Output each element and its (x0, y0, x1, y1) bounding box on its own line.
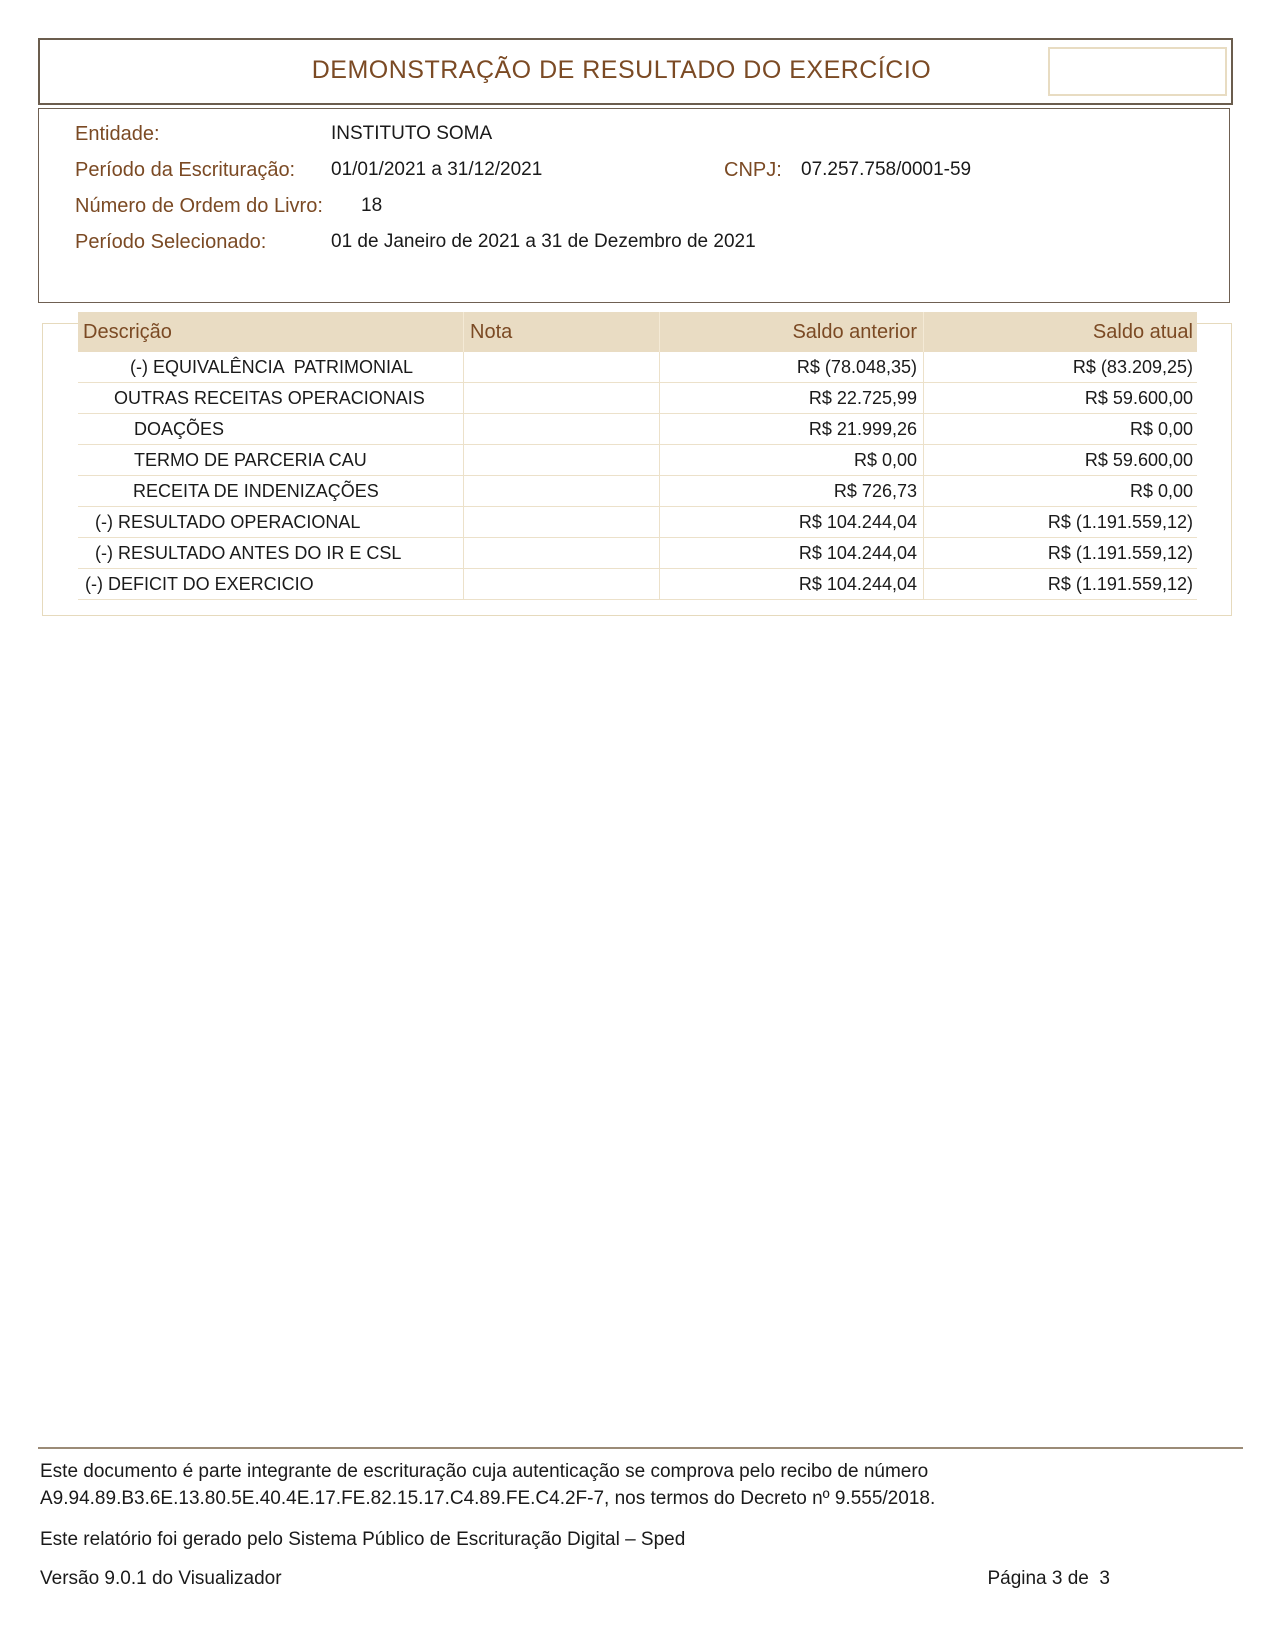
table-header-row (78, 312, 1197, 352)
footer-generated-by: Este relatório foi gerado pelo Sistema Público de Escrituração Digital – Sped (40, 1529, 686, 1550)
periodo-selecionado-label: Período Selecionado: (75, 231, 267, 253)
cell-descricao: RECEITA DE INDENIZAÇÕES (78, 476, 464, 506)
cell-nota (464, 476, 660, 506)
cell-saldo-anterior: R$ 104.244,04 (660, 507, 924, 537)
periodo-escrituracao-value: 01/01/2021 a 31/12/2021 (331, 159, 543, 180)
table-row (78, 507, 1197, 538)
cell-saldo-anterior: R$ (78.048,35) (660, 352, 924, 382)
cell-saldo-atual: R$ (1.191.559,12) (1047, 543, 1193, 563)
cell-saldo-atual: R$ 59.600,00 (1084, 388, 1193, 408)
periodo-escrituracao-label: Período da Escrituração: (75, 159, 296, 181)
cell-descricao: OUTRAS RECEITAS OPERACIONAIS (78, 383, 464, 413)
table-row (78, 352, 1197, 383)
table-row (78, 445, 1197, 476)
footer-divider (38, 1447, 1243, 1449)
footer-auth-line2: A9.94.89.B3.6E.13.80.5E.40.4E.17.FE.82.15.17.C4.89.FE.C4.2F-7, nos termos do Decreto nº 9.555/2018. (40, 1488, 936, 1509)
cell-saldo-atual: R$ 0,00 (1129, 419, 1193, 439)
info-line-entidade (39, 121, 1229, 147)
column-header-descricao: Descrição (78, 312, 464, 352)
cell-nota (464, 538, 660, 568)
numero-ordem-label: Número de Ordem do Livro: (75, 195, 323, 217)
report-title-box (38, 38, 1233, 105)
cell-saldo-anterior: R$ 104.244,04 (660, 538, 924, 568)
column-header-saldo-anterior: Saldo anterior (660, 312, 924, 352)
cell-descricao: TERMO DE PARCERIA CAU (78, 445, 464, 475)
table-row (78, 569, 1197, 600)
entidade-label: Entidade: (75, 123, 160, 145)
table-row (78, 538, 1197, 569)
cell-nota (464, 569, 660, 599)
cell-saldo-atual: R$ 0,00 (1129, 481, 1193, 501)
cell-descricao: (-) DEFICIT DO EXERCICIO (78, 569, 464, 599)
cell-descricao: DOAÇÕES (78, 414, 464, 444)
info-line-periodo-escrituracao (39, 157, 1229, 183)
title-corner-box (1048, 47, 1227, 96)
numero-ordem-value: 18 (361, 195, 383, 216)
cell-saldo-atual: R$ (83.209,25) (1072, 357, 1193, 377)
cell-saldo-atual: R$ (1.191.559,12) (1047, 574, 1193, 594)
cell-nota (464, 445, 660, 475)
cell-descricao: (-) RESULTADO OPERACIONAL (78, 507, 464, 537)
cell-saldo-atual: R$ 59.600,00 (1084, 450, 1193, 470)
entidade-value: INSTITUTO SOMA (331, 123, 493, 144)
cell-saldo-atual: R$ (1.191.559,12) (1047, 512, 1193, 532)
footer-version: Versão 9.0.1 do Visualizador (40, 1568, 282, 1589)
table-body (78, 352, 1197, 600)
cell-saldo-anterior: R$ 726,73 (660, 476, 924, 506)
info-line-periodo-selecionado (39, 229, 1229, 255)
cell-saldo-anterior: R$ 0,00 (660, 445, 924, 475)
table-row (78, 414, 1197, 445)
column-header-nota: Nota (464, 312, 660, 352)
column-header-saldo-atual: Saldo atual (1092, 321, 1193, 343)
footer-page-indicator: Página 3 de 3 (987, 1568, 1110, 1589)
cell-nota (464, 352, 660, 382)
cnpj-value: 07.257.758/0001-59 (801, 159, 972, 180)
cnpj-label: CNPJ: (724, 159, 782, 181)
cell-nota (464, 414, 660, 444)
report-info-box (38, 108, 1230, 303)
cell-saldo-anterior: R$ 21.999,26 (660, 414, 924, 444)
cell-descricao: (-) RESULTADO ANTES DO IR E CSL (78, 538, 464, 568)
table-row (78, 383, 1197, 414)
page-title: DEMONSTRAÇÃO DE RESULTADO DO EXERCÍCIO (311, 56, 932, 84)
cell-descricao: (-) EQUIVALÊNCIA PATRIMONIAL (78, 352, 464, 382)
cell-nota (464, 507, 660, 537)
cell-saldo-anterior: R$ 22.725,99 (660, 383, 924, 413)
periodo-selecionado-value: 01 de Janeiro de 2021 a 31 de Dezembro de 2021 (331, 231, 756, 252)
cell-nota (464, 383, 660, 413)
cell-saldo-anterior: R$ 104.244,04 (660, 569, 924, 599)
footer-auth-line1: Este documento é parte integrante de escrituração cuja autenticação se comprova pelo recibo de número (40, 1461, 929, 1482)
table-row (78, 476, 1197, 507)
info-line-numero-ordem (39, 193, 1229, 219)
